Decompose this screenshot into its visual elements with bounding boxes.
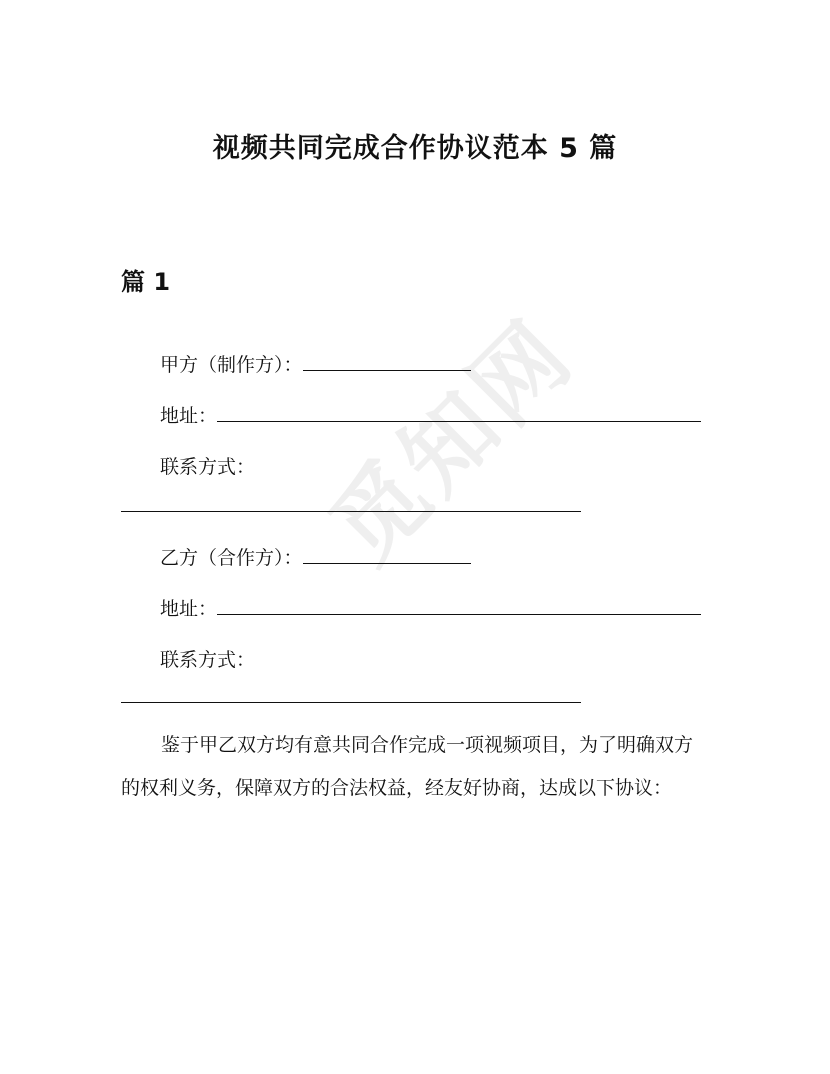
party-b-contact-blank xyxy=(121,702,581,703)
party-a-label: 甲方（制作方）： xyxy=(160,354,303,376)
preamble-paragraph xyxy=(121,724,711,810)
party-a-address-row xyxy=(160,401,701,428)
party-a-contact-label: 联系方式： xyxy=(160,456,256,478)
party-b-address-label: 地址： xyxy=(160,598,218,620)
document-title: 视频共同完成合作协议范本 5 篇 xyxy=(212,133,618,164)
party-b-contact-row xyxy=(160,645,255,672)
party-a-blank xyxy=(303,352,471,371)
party-a-contact-row xyxy=(160,452,255,479)
watermark: 觅知网 xyxy=(310,299,595,584)
party-b-address-blank xyxy=(217,596,701,615)
party-b-label: 乙方（合作方）： xyxy=(160,547,303,569)
preamble-text: 鉴于甲乙双方均有意共同合作完成一项视频项目，为了明确双方的权利义务，保障双方的合法权益，经友好协商，达成以下协议： xyxy=(121,734,694,799)
party-b-address-row xyxy=(160,594,701,621)
party-b-contact-label: 联系方式： xyxy=(160,649,256,671)
section-heading: 篇 1 xyxy=(121,268,171,296)
party-b-blank xyxy=(303,545,471,564)
party-b-row xyxy=(160,543,471,570)
party-a-address-label: 地址： xyxy=(160,405,218,427)
party-a-row xyxy=(160,350,471,377)
party-a-address-blank xyxy=(217,403,701,422)
party-a-contact-blank xyxy=(121,511,581,512)
